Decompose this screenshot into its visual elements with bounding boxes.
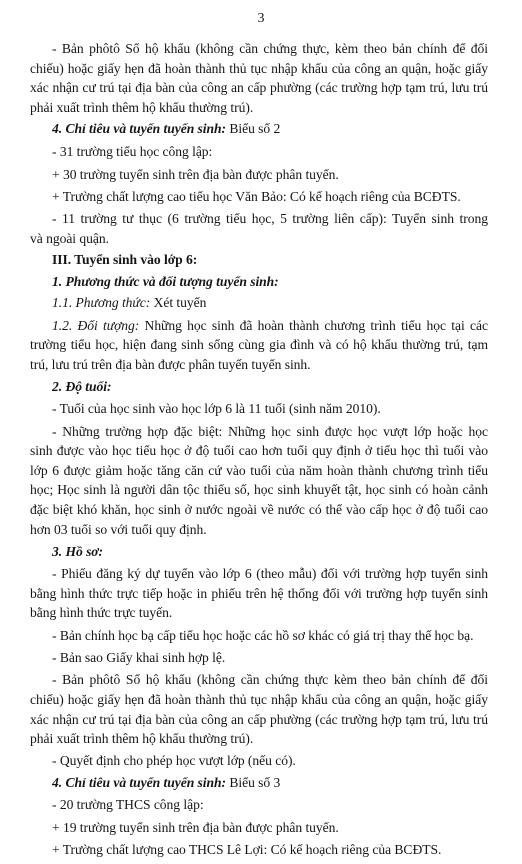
heading-text: 4. Chỉ tiêu và tuyển tuyển sinh: [52, 775, 227, 790]
text-line: - Bản sao Giấy khai sinh hợp lệ. [52, 650, 226, 665]
text-line: - Bản chính học bạ cấp tiểu học hoặc các hồ sơ khác có giá trị thay thế học bạ. [52, 628, 474, 643]
text-line [52, 775, 280, 791]
text-line [52, 379, 112, 395]
text-line: phải xuất trình thêm hộ khẩu thường trú). [30, 731, 254, 746]
page-number: 3 [257, 11, 265, 26]
heading-text: 1.2. Đối tượng: [52, 318, 140, 333]
text-line [52, 295, 206, 311]
body-text: Xét tuyển [150, 295, 207, 310]
text-line: + 30 trường tuyển sinh trên địa bàn được phân tuyến. [52, 167, 339, 182]
body-text: Biểu số 3 [226, 775, 281, 790]
text-line: phải xuất trình thêm hộ khẩu thường trú). [30, 100, 254, 115]
text-line: trú, lưu trú trên địa bàn được phân tuyến tuyển sinh. [30, 357, 311, 372]
text-line: - Bản phôtô Sổ hộ khẩu (không cần chứng thực kèm theo bản chính để đối [52, 672, 488, 687]
text-line: học; Học sinh là người dân tộc thiểu số, học sinh khuyết tật, học sinh có hoàn cảnh [30, 482, 488, 497]
heading-text: 1.1. Phương thức: [52, 295, 151, 310]
text-line: bằng hình thức trực tuyến. [30, 605, 173, 620]
text-line [52, 544, 103, 560]
heading-text: 1. Phương thức và đối tượng tuyển sinh: [52, 274, 279, 289]
text-line: - 31 trường tiểu học công lập: [52, 144, 213, 159]
heading-text: 3. Hồ sơ: [52, 544, 104, 559]
body-text: Biểu số 2 [226, 121, 281, 136]
heading-text: III. Tuyển sinh vào lớp 6: [52, 252, 198, 267]
text-line: - 20 trường THCS công lập: [52, 797, 204, 812]
text-line: - Bản phôtô Sổ hộ khẩu (không cần chứng thực, kèm theo bản chính để đối [52, 41, 488, 56]
text-line: lớp 6 được giảm hoặc tăng căn cứ vào tuổi của năm hoàn thành chương trình tiểu [30, 463, 488, 478]
text-line: - Phiếu đăng ký dự tuyển vào lớp 6 (theo mẫu) đối với trường hợp tuyển sinh [52, 566, 488, 581]
text-line: đặc biệt khó khăn, học sinh ở nước ngoài về nước có thể vào cấp học ở độ tuổi cao [30, 502, 488, 517]
body-text: Những học sinh đã hoàn thành chương trình tiểu học tại các [139, 318, 488, 333]
text-line: và ngoài quận. [30, 231, 109, 246]
text-line: bằng hình thức trực tiếp hoặc in phiếu trên hệ thống đối với trường hợp tuyển sinh [30, 586, 488, 601]
text-line: trường tiểu học, hiện đang sinh sống cùng gia đình và có hộ khẩu thường trú, tạm [30, 337, 488, 352]
heading-text: 4. Chỉ tiêu và tuyển tuyển sinh: [52, 121, 227, 136]
text-line: chiếu) hoặc giấy hẹn đã hoàn thành thủ tục nhập khẩu của công an quận, hoặc giấy [30, 692, 488, 707]
text-line: - 11 trường tư thục (6 trường tiểu học, 5 trường liên cấp): Tuyển sinh trong [52, 211, 488, 226]
text-line: - Những trường hợp đặc biệt: Những học sinh được học vượt lớp hoặc học [52, 424, 488, 439]
text-line: chiếu) hoặc giấy hẹn đã hoàn thành thủ tục nhập khẩu của công an quận, hoặc giấy [30, 61, 488, 76]
text-line: - Quyết định cho phép học vượt lớp (nếu có). [52, 753, 296, 768]
text-line: hơn 03 tuổi so với tuổi quy định. [30, 522, 207, 537]
text-line: xác nhận cư trú tại địa bàn của công an cấp phường (các trường hợp tạm trú, lưu trú [30, 80, 488, 95]
heading-text: 2. Độ tuổi: [52, 379, 112, 394]
text-line: + Trường chất lượng cao THCS Lê Lợi: Có kế hoạch riêng của BCĐTS. [52, 842, 442, 857]
text-line [52, 318, 488, 334]
text-line [52, 274, 279, 290]
text-line: + Trường chất lượng cao tiểu học Văn Bảo: Có kế hoạch riêng của BCĐTS. [52, 189, 461, 204]
text-line [52, 121, 280, 137]
text-line: + 19 trường tuyển sinh trên địa bàn được phân tuyến. [52, 820, 339, 835]
text-line: - Tuổi của học sinh vào học lớp 6 là 11 tuổi (sinh năm 2010). [52, 401, 381, 416]
text-line [52, 252, 197, 268]
text-line: sinh được vào học tiểu học ở độ tuổi cao hơn tuổi quy định ở tiểu học thì tuổi vào [30, 443, 488, 458]
text-line: xác nhận cư trú tại địa bàn của công an cấp phường (các trường hợp tạm trú, lưu trú [30, 712, 488, 727]
